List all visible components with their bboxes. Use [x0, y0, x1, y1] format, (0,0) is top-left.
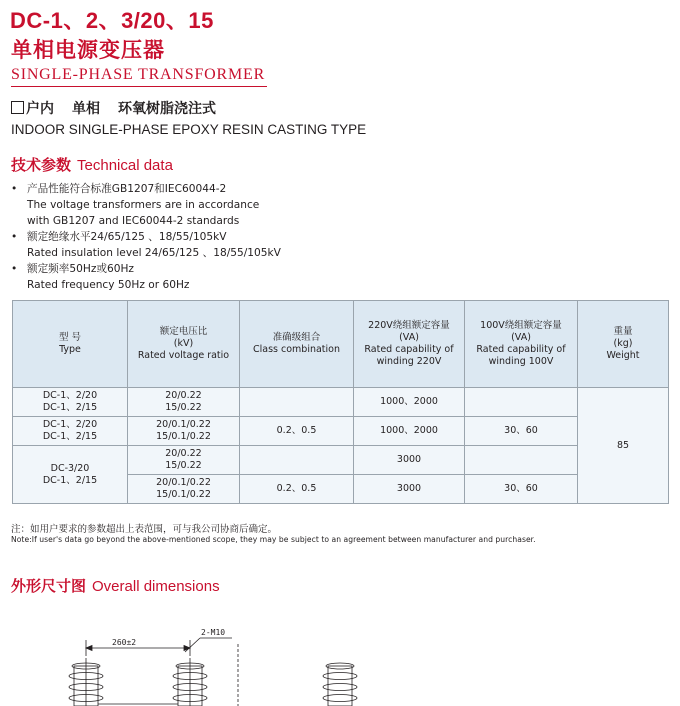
cell-cap220: 3000 [354, 475, 465, 504]
cell-ratio: 20/0.1/0.22 15/0.1/0.22 [128, 417, 240, 446]
dimensions-heading-cn: 外形尺寸图 [11, 577, 87, 595]
table-row [13, 388, 669, 417]
type-line-cn [11, 98, 216, 118]
header-cap220: 220V绕组额定容量 (VA) Rated capability of winding 220V [354, 301, 465, 388]
table-header-row [13, 301, 669, 388]
type-line-en: INDOOR SINGLE-PHASE EPOXY RESIN CASTING TYPE [11, 122, 367, 137]
dimensions-heading [11, 575, 220, 596]
header-weight: 重量 (kg) Weight [578, 301, 669, 388]
cell-cap220: 1000、2000 [354, 417, 465, 446]
bullet-icon: • [11, 183, 18, 195]
cell-ratio: 20/0.22 15/0.22 [128, 388, 240, 417]
cell-ratio: 20/0.1/0.22 15/0.1/0.22 [128, 475, 240, 504]
dimensions-heading-en: Overall dimensions [92, 578, 220, 595]
cell-type: DC-1、2/20 DC-1、2/15 [13, 388, 128, 417]
spec-item: • 额定绝缘水平24/65/125 、18/55/105kV [11, 231, 227, 243]
spec-item-en: with GB1207 and IEC60044-2 standards [27, 215, 240, 227]
cell-class [240, 388, 354, 417]
table-row [13, 417, 669, 446]
bullet-icon: • [11, 263, 18, 275]
header-ratio: 额定电压比 (kV) Rated voltage ratio [128, 301, 240, 388]
bullet-icon: • [11, 231, 18, 243]
spec-item-en: Rated insulation level 24/65/125 、18/55/105kV [27, 247, 281, 259]
cell-class: 0.2、0.5 [240, 475, 354, 504]
dimension-drawing [0, 600, 680, 706]
technical-heading-cn: 技术参数 [11, 156, 72, 174]
note-en: Note:If user's data go beyond the above-mentioned scope, they may be subject to an agreement between manufacturer and purchaser. [11, 535, 536, 544]
cell-cap100: 30、60 [465, 417, 578, 446]
table-row [13, 446, 669, 475]
cell-cap220: 3000 [354, 446, 465, 475]
type-single-phase: 单相 [72, 101, 100, 117]
header-type: 型 号 Type [13, 301, 128, 388]
header-cap100: 100V绕组额定容量 (VA) Rated capability of winding 100V [465, 301, 578, 388]
cell-class [240, 446, 354, 475]
bushing-middle-icon [173, 658, 207, 706]
checkbox-square-icon [11, 101, 24, 114]
cell-type: DC-3/20 DC-1、2/15 [13, 446, 128, 504]
spec-list [11, 181, 281, 293]
cell-type: DC-1、2/20 DC-1、2/15 [13, 417, 128, 446]
product-title-cn: 单相电源变压器 [11, 38, 165, 62]
spec-item: • 产品性能符合标准GB1207和IEC60044-2 [11, 183, 227, 195]
spec-item: • 额定频率50Hz或60Hz [11, 263, 134, 275]
cell-cap100 [465, 446, 578, 475]
cell-weight: 85 [578, 388, 669, 504]
cell-cap100: 30、60 [465, 475, 578, 504]
spec-item-en: The voltage transformers are in accordance [27, 199, 260, 211]
cell-ratio: 20/0.22 15/0.22 [128, 446, 240, 475]
product-title-en: SINGLE-PHASE TRANSFORMER [11, 66, 266, 83]
label-width: 260±2 [112, 638, 137, 647]
label-bolt: 2-M10 [201, 628, 226, 637]
bushing-side-view-icon [323, 663, 357, 706]
type-indoor: 户内 [26, 101, 54, 117]
spec-item-en: Rated frequency 50Hz or 60Hz [27, 279, 190, 291]
header-class: 准确级组合 Class combination [240, 301, 354, 388]
type-epoxy: 环氧树脂浇注式 [118, 101, 216, 117]
model-number: DC-1、2、3/20、15 [10, 8, 214, 33]
bolt-leader [185, 638, 200, 652]
arrow-left-icon [86, 646, 92, 651]
title-underline [11, 86, 267, 87]
technical-data-heading [11, 154, 173, 175]
bushing-left-icon [69, 658, 103, 706]
cell-class: 0.2、0.5 [240, 417, 354, 446]
technical-heading-en: Technical data [77, 157, 173, 174]
cell-cap100 [465, 388, 578, 417]
technical-table [12, 300, 669, 504]
note-cn: 注：如用户要求的参数超出上表范围，可与我公司协商后确定。 [11, 524, 278, 535]
cell-cap220: 1000、2000 [354, 388, 465, 417]
